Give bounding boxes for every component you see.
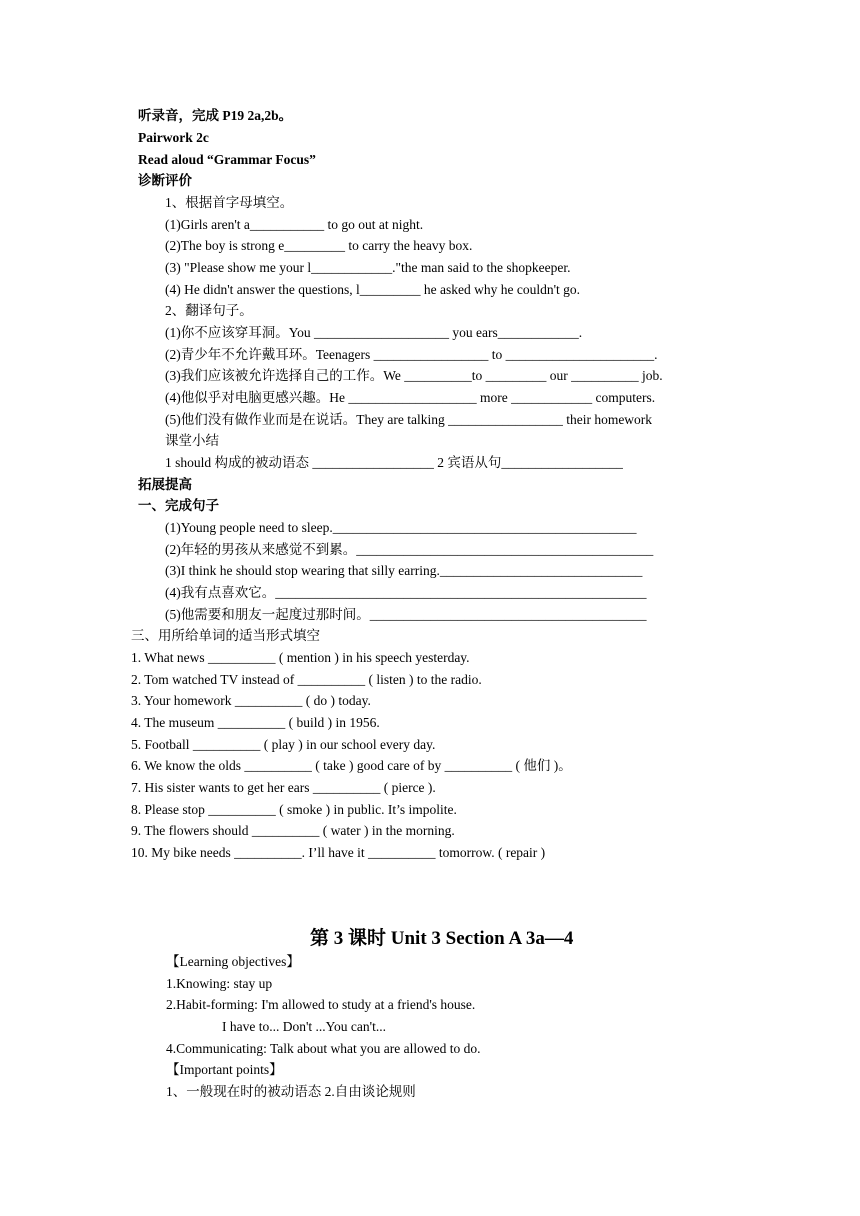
objective-habit-examples: I have to... Don't ...You can't...	[222, 1019, 386, 1034]
fill-in-item-8: 8. Please stop __________ ( smoke ) in public. It’s impolite.	[131, 802, 457, 817]
exercise-2-item-1: (1)你不应该穿耳洞。You ____________________ you ears____________.	[165, 325, 583, 340]
objective-habit-forming: 2.Habit-forming: I'm allowed to study at a friend's house.	[166, 997, 476, 1012]
objective-communicating: 4.Communicating: Talk about what you are allowed to do.	[166, 1041, 481, 1056]
exercise-1-item-1: (1)Girls aren't a___________ to go out at night.	[165, 217, 424, 232]
exercise-1-item-3: (3) "Please show me your l____________."the man said to the shopkeeper.	[165, 260, 571, 275]
exercise-1-item-4: (4) He didn't answer the questions, l_________ he asked why he couldn't go.	[165, 282, 581, 297]
exercise-2-item-4: (4)他似乎对电脑更感兴趣。He ___________________ more ____________ computers.	[165, 390, 656, 405]
exercise-2-item-5: (5)他们没有做作业而是在说话。They are talking _________________ their homework	[165, 412, 653, 427]
activity-pairwork: Pairwork 2c	[138, 130, 209, 145]
complete-item-4: (4)我有点喜欢它。_______________________________________________________	[165, 585, 647, 600]
fill-in-heading: 三、用所给单词的适当形式填空	[131, 628, 320, 643]
fill-in-item-3: 3. Your homework __________ ( do ) today.	[131, 693, 371, 708]
heading-extension: 拓展提高	[138, 477, 192, 492]
fill-in-item-1: 1. What news __________ ( mention ) in his speech yesterday.	[131, 650, 470, 665]
important-points-heading: 【Important points】	[166, 1062, 283, 1077]
section-title: 第 3 课时 Unit 3 Section A 3a—4	[310, 928, 574, 949]
exercise-2-item-2: (2)青少年不允许戴耳环。Teenagers _________________ to ______________________.	[165, 347, 658, 362]
fill-in-item-6: 6. We know the olds __________ ( take ) good care of by __________ ( 他们 )。	[131, 758, 572, 773]
complete-sentences-heading: 一、完成句子	[138, 498, 219, 513]
fill-in-item-9: 9. The flowers should __________ ( water ) in the morning.	[131, 823, 455, 838]
exercise-1-heading: 1、根据首字母填空。	[165, 195, 294, 210]
learning-objectives-heading: 【Learning objectives】	[166, 954, 300, 969]
complete-item-3: (3)I think he should stop wearing that silly earring.______________________________	[165, 563, 643, 578]
summary-line: 1 should 构成的被动语态 __________________ 2 宾语从句__________________	[165, 455, 623, 470]
fill-in-item-10: 10. My bike needs __________. I’ll have it __________ tomorrow. ( repair )	[131, 845, 546, 860]
objective-knowing: 1.Knowing: stay up	[166, 976, 273, 991]
important-points-line: 1、一般现在时的被动语态 2.自由谈论规则	[166, 1084, 416, 1099]
activity-listening: 听录音，完成 P19 2a,2b。	[138, 108, 293, 123]
exercise-1-item-2: (2)The boy is strong e_________ to carry the heavy box.	[165, 238, 473, 253]
exercise-2-heading: 2、翻译句子。	[165, 303, 253, 318]
complete-item-2: (2)年轻的男孩从来感觉不到累。____________________________________________	[165, 542, 654, 557]
fill-in-item-2: 2. Tom watched TV instead of __________ ( listen ) to the radio.	[131, 672, 482, 687]
heading-summary: 课堂小结	[165, 433, 219, 448]
complete-item-5: (5)他需要和朋友一起度过那时间。_________________________________________	[165, 607, 647, 622]
exercise-2-item-3: (3)我们应该被允许选择自己的工作。We __________to _________ our __________ job.	[165, 368, 663, 383]
fill-in-item-4: 4. The museum __________ ( build ) in 1956.	[131, 715, 380, 730]
fill-in-item-7: 7. His sister wants to get her ears __________ ( pierce ).	[131, 780, 436, 795]
heading-diagnostic: 诊断评价	[138, 173, 192, 188]
fill-in-item-5: 5. Football __________ ( play ) in our school every day.	[131, 737, 436, 752]
complete-item-1: (1)Young people need to sleep._____________________________________________	[165, 520, 637, 535]
activity-read-aloud: Read aloud “Grammar Focus”	[138, 152, 316, 167]
